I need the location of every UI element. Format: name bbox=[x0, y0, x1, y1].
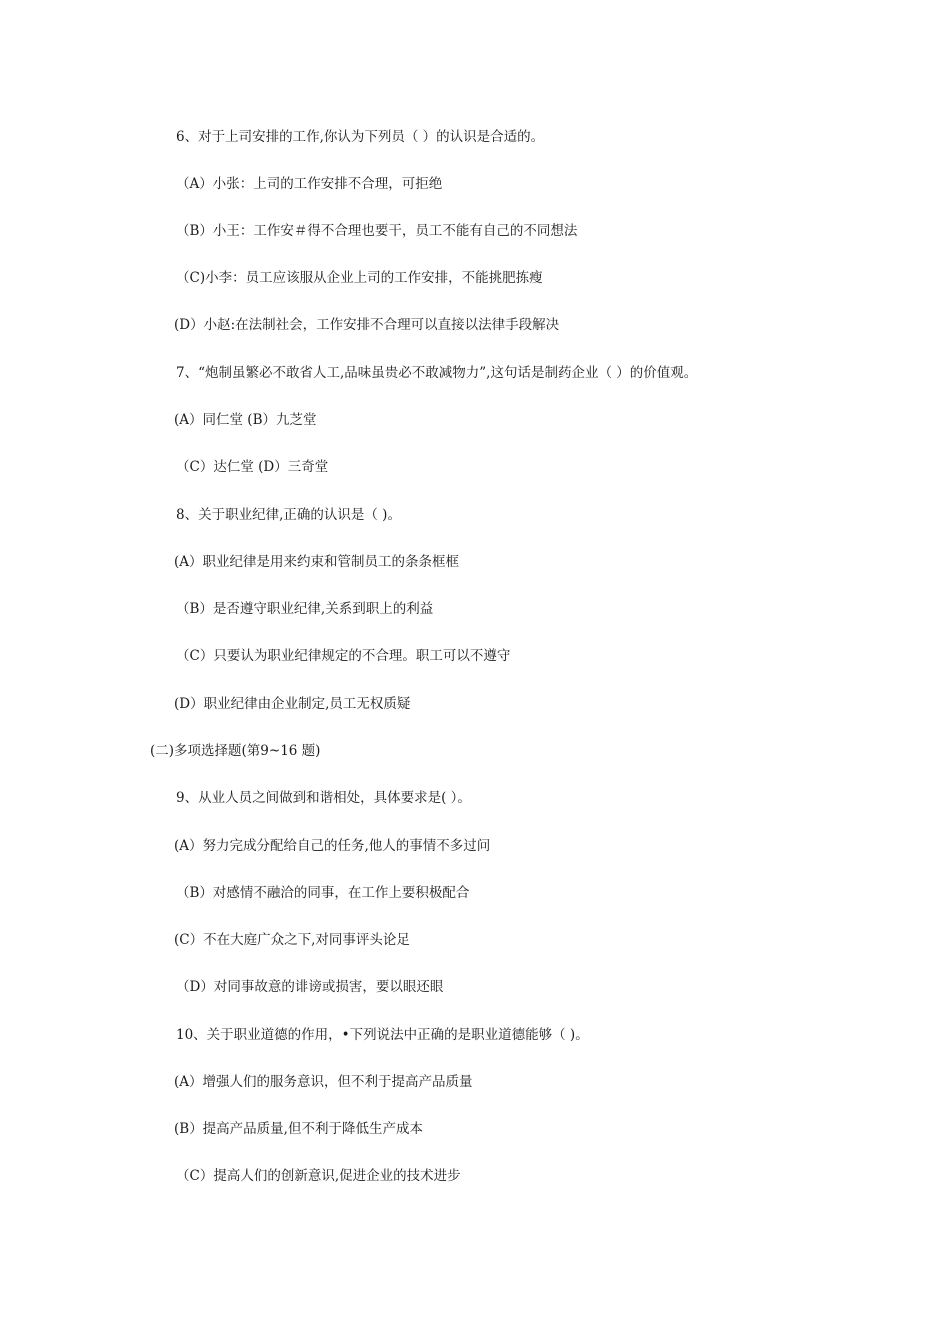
option-9d: （D）对同事故意的诽谤或损害，要以眼还眼 bbox=[176, 979, 444, 995]
options-7cd: （C）达仁堂 (D）三奇堂 bbox=[176, 459, 329, 475]
option-8b: （B）是否遵守职业纪律,关系到职上的利益 bbox=[176, 601, 434, 617]
question-10: 10、关于职业道德的作用，•下列说法中正确的是职业道德能够（ )。 bbox=[176, 1027, 589, 1043]
option-6a: （A）小张：上司的工作安排不合理，可拒绝 bbox=[176, 176, 443, 192]
option-6b: （B）小王：工作安＃得不合理也要干，员工不能有自己的不同想法 bbox=[176, 223, 578, 239]
option-8d: (D）职业纪律由企业制定,员工无权质疑 bbox=[174, 696, 411, 712]
question-9: 9、从业人员之间做到和谐相处，具体要求是( ）。 bbox=[176, 790, 471, 806]
option-8c: （C）只要认为职业纪律规定的不合理。职工可以不遵守 bbox=[176, 648, 511, 664]
options-7ab: (A）同仁堂 (B）九芝堂 bbox=[174, 412, 317, 428]
option-8a: (A）职业纪律是用来约束和管制员工的条条框框 bbox=[174, 554, 460, 570]
option-10c: （C）提高人们的创新意识,促进企业的技术进步 bbox=[176, 1168, 461, 1184]
option-9c: (C）不在大庭广众之下,对同事评头论足 bbox=[174, 932, 410, 948]
option-10b: (B）提高产品质量,但不利于降低生产成本 bbox=[174, 1121, 423, 1137]
option-6d: (D）小赵:在法制社会，工作安排不合理可以直接以法律手段解决 bbox=[174, 317, 560, 333]
option-10a: (A）增强人们的服务意识，但不利于提高产品质量 bbox=[174, 1074, 473, 1090]
question-8: 8、关于职业纪律,正确的认识是（ )。 bbox=[176, 507, 401, 523]
option-9a: (A）努力完成分配给自己的任务,他人的事情不多过问 bbox=[174, 838, 491, 854]
option-6c: （C)小李：员工应该服从企业上司的工作安排，不能挑肥拣瘦 bbox=[176, 270, 543, 286]
option-9b: （B）对感情不融洽的同事，在工作上要积极配合 bbox=[176, 885, 470, 901]
question-6: 6、对于上司安排的工作,你认为下列员（ ）的认识是合适的。 bbox=[176, 129, 545, 145]
section-heading-multi: (二)多项选择题(第9~16 题) bbox=[150, 743, 321, 759]
question-7: 7、“炮制虽繁必不敢省人工,品味虽贵必不敢减物力”,这句话是制药企业（ ）的价值观。 bbox=[176, 365, 698, 381]
